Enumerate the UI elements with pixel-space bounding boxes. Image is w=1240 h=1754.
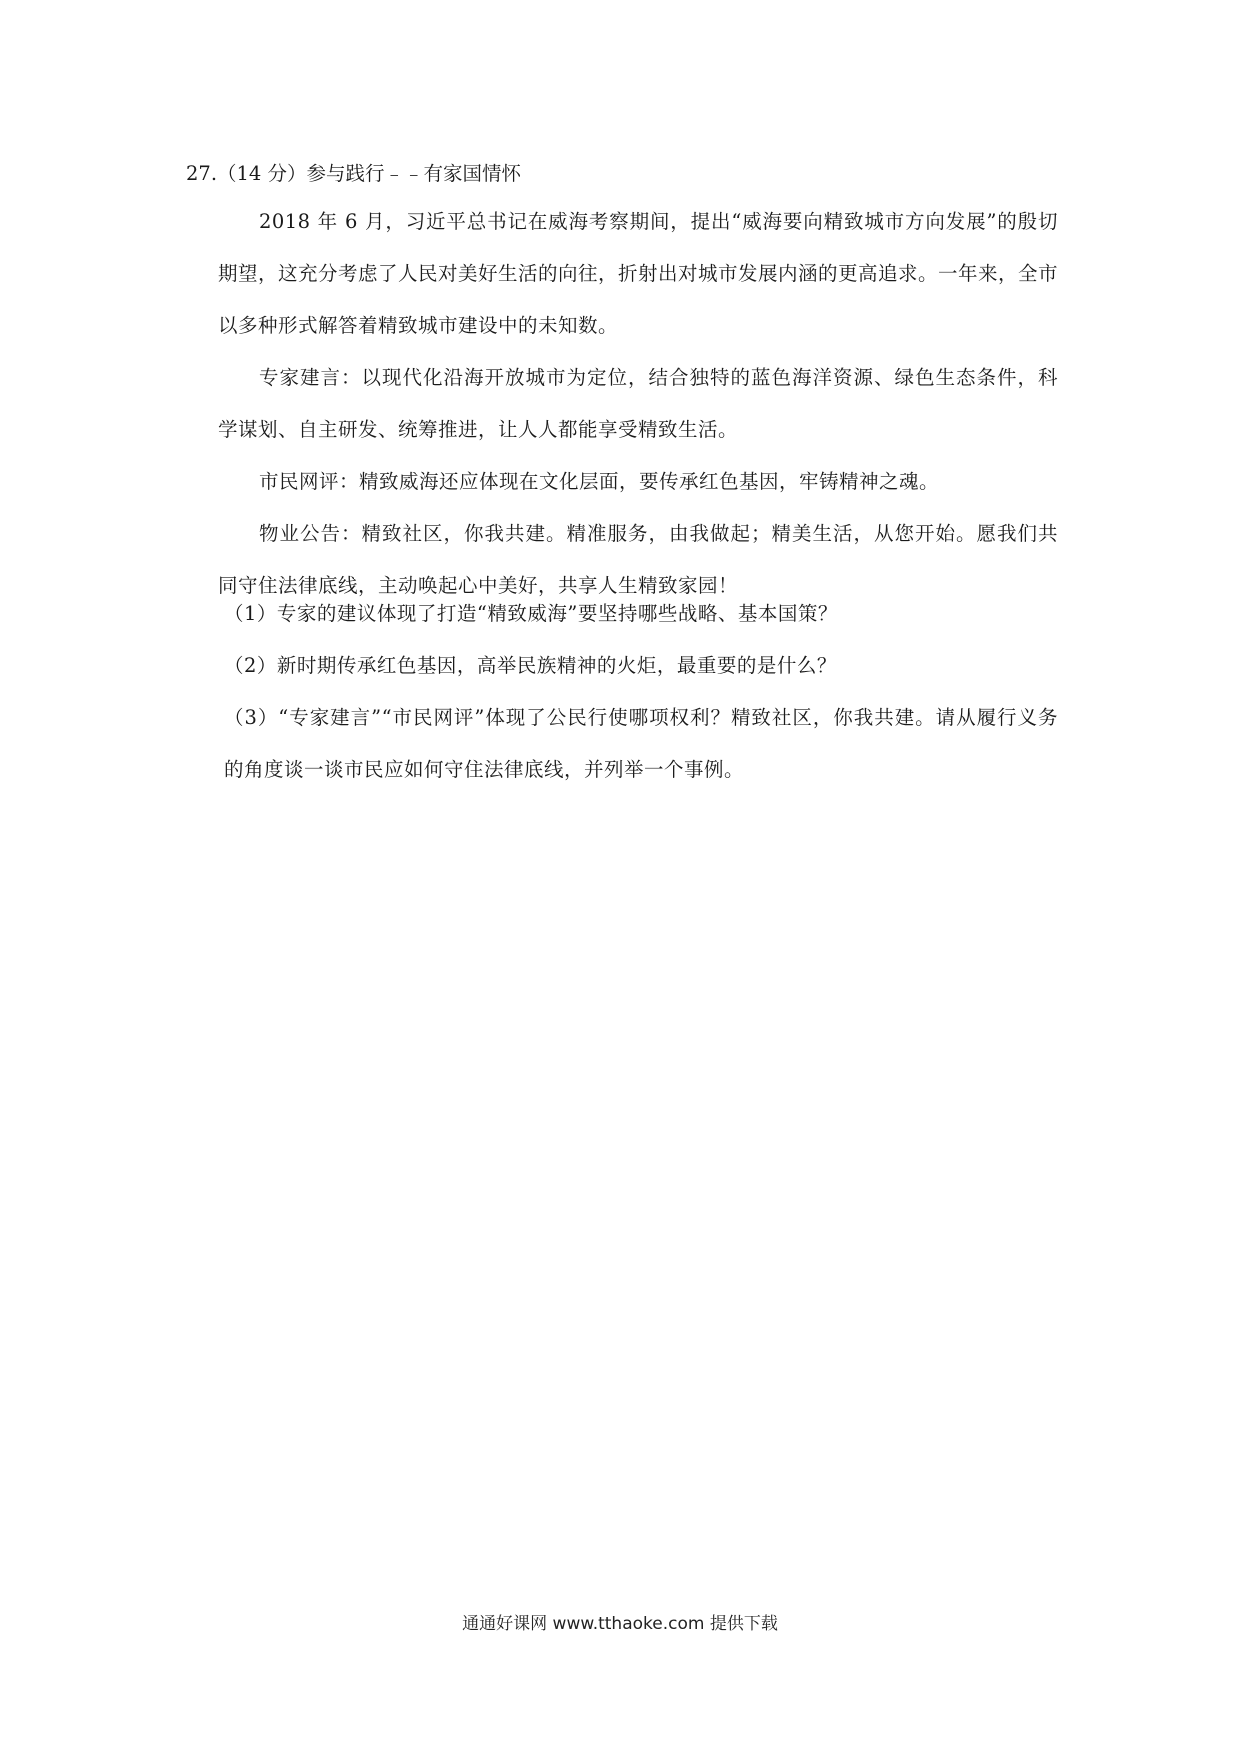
property-notice-paragraph: 物业公告：精致社区，你我共建。精准服务，由我做起；精美生活，从您开始。愿我们共同守住法律底线，主动唤起心中美好，共享人生精致家园！ [218,522,1058,597]
sub-question-1: （1）专家的建议体现了打造“精致威海”要坚持哪些战略、基本国策？ [224,602,838,625]
sub-question-2: （2）新时期传承红色基因，高举民族精神的火炬，最重要的是什么？ [224,654,837,677]
sub-question-3: （3）“专家建言”“市民网评”体现了公民行使哪项权利？精致社区，你我共建。请从履行义务的角度谈一谈市民应如何守住法律底线，并列举一个事例。 [224,706,1058,781]
expert-advice-paragraph: 专家建言：以现代化沿海开放城市为定位，结合独特的蓝色海洋资源、绿色生态条件，科学谋划、自主研发、统筹推进，让人人都能享受精致生活。 [218,366,1058,441]
question-title: 27.（14 分）参与践行﹣﹣有家国情怀 [186,162,522,185]
page-footer: 通通好课网 www.tthaoke.com 提供下载 [462,1614,778,1634]
background-paragraph: 2018 年 6 月，习近平总书记在威海考察期间，提出“威海要向精致城市方向发展”的殷切期望，这充分考虑了人民对美好生活的向往，折射出对城市发展内涵的更高追求。一年来，全市以多种形式解答着精致城市建设中的未知数。 [218,210,1059,337]
citizen-comment-paragraph: 市民网评：精致威海还应体现在文化层面，要传承红色基因，牢铸精神之魂。 [258,470,939,493]
